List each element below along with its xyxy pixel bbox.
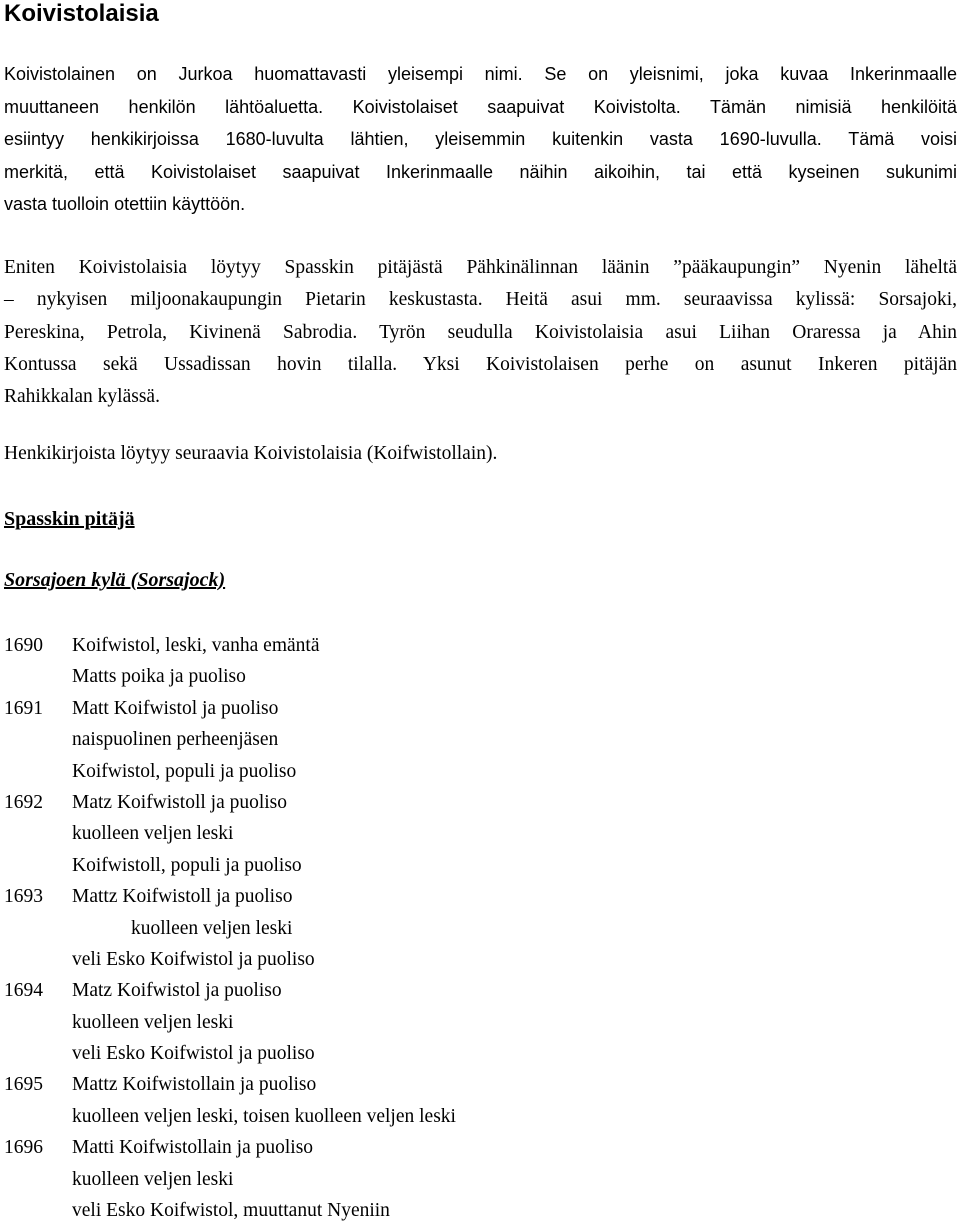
record-row <box>4 1164 704 1195</box>
page-title: Koivistolaisia <box>4 0 159 27</box>
record-text: kuolleen veljen leski <box>72 823 234 845</box>
record-text: veli Esko Koifwistol, muuttanut Nyeniin <box>72 1200 390 1222</box>
record-text: Matz Koifwistol ja puoliso <box>72 980 282 1002</box>
record-text: Mattz Koifwistoll ja puoliso <box>72 886 293 908</box>
census-records <box>4 630 704 1226</box>
record-text: veli Esko Koifwistol ja puoliso <box>72 1043 315 1065</box>
paragraph-line: Koivistolainen on Jurkoa huomattavasti yleisempi nimi. Se on yleisnimi, joka kuvaa Inkerinmaalle <box>4 64 957 84</box>
record-year: 1692 <box>4 791 43 813</box>
record-row <box>4 693 704 724</box>
record-year: 1691 <box>4 697 43 719</box>
paragraph-line: Rahikkalan kylässä. <box>4 386 160 408</box>
record-row <box>4 1038 704 1069</box>
record-text: Koifwistol, populi ja puoliso <box>72 760 297 782</box>
record-row <box>4 787 704 818</box>
record-row <box>4 913 704 944</box>
record-row <box>4 1069 704 1100</box>
paragraph-line: Eniten Koivistolaisia löytyy Spasskin pitäjästä Pähkinälinnan läänin ”pääkaupungin” Nyenin läheltä <box>4 257 957 278</box>
intro-paragraph <box>4 58 957 221</box>
record-text: Matz Koifwistoll ja puoliso <box>72 791 288 813</box>
record-row <box>4 850 704 881</box>
record-row <box>4 1195 704 1226</box>
record-row <box>4 756 704 787</box>
record-text: kuolleen veljen leski <box>72 1168 234 1190</box>
record-row <box>4 818 704 849</box>
locations-paragraph <box>4 252 957 413</box>
village-heading: Sorsajoen kylä (Sorsajock) <box>4 569 226 591</box>
paragraph-line: Henkikirjoista löytyy seuraavia Koivistolaisia (Koifwistollain). <box>4 443 498 464</box>
record-text: kuolleen veljen leski <box>131 917 293 939</box>
paragraph-line: Kontussa sekä Ussadissan hovin tilalla. Yksi Koivistolaisen perhe on asunut Inkeren pitäjän <box>4 353 957 375</box>
paragraph-line: esiintyy henkikirjoissa 1680-luvulta lähtien, yleisemmin kuitenkin vasta 1690-luvulla. Tämä voisi <box>4 129 957 149</box>
record-year: 1696 <box>4 1137 43 1159</box>
record-row <box>4 975 704 1006</box>
paragraph-line: Pereskina, Petrola, Kivinenä Sabrodia. Tyrön seudulla Koivistolaisia asui Liihan Oraressa ja Ahin <box>4 321 957 343</box>
record-year: 1690 <box>4 635 43 656</box>
record-row <box>4 944 704 975</box>
record-text: kuolleen veljen leski, toisen kuolleen veljen leski <box>72 1105 456 1127</box>
record-row <box>4 1007 704 1038</box>
record-text: Matts poika ja puoliso <box>72 666 246 688</box>
record-row <box>4 630 704 661</box>
record-text: Matt Koifwistol ja puoliso <box>72 697 279 719</box>
record-row <box>4 661 704 692</box>
record-text: Koifwistoll, populi ja puoliso <box>72 854 302 876</box>
paragraph-line: muuttaneen henkilön lähtöaluetta. Koivistolaiset saapuivat Koivistolta. Tämän nimisiä henkilöitä <box>4 96 957 117</box>
record-text: Koifwistol, leski, vanha emäntä <box>72 635 320 656</box>
section-heading: Spasskin pitäjä <box>4 508 135 530</box>
record-year: 1695 <box>4 1074 43 1096</box>
record-year: 1694 <box>4 980 43 1002</box>
record-text: kuolleen veljen leski <box>72 1011 234 1033</box>
record-year: 1693 <box>4 886 43 908</box>
records-intro-paragraph <box>4 438 957 470</box>
record-row <box>4 724 704 755</box>
paragraph-line: vasta tuolloin otettiin käyttöön. <box>4 194 246 214</box>
record-row <box>4 881 704 912</box>
record-text: Mattz Koifwistollain ja puoliso <box>72 1074 317 1096</box>
record-row <box>4 1101 704 1132</box>
record-row <box>4 1132 704 1163</box>
record-text: Matti Koifwistollain ja puoliso <box>72 1137 314 1159</box>
record-text: veli Esko Koifwistol ja puoliso <box>72 948 315 970</box>
paragraph-line: merkitä, että Koivistolaiset saapuivat Inkerinmaalle näihin aikoihin, tai että kyseinen sukunimi <box>4 161 957 182</box>
record-text: naispuolinen perheenjäsen <box>72 729 279 751</box>
paragraph-line: – nykyisen miljoonakaupungin Pietarin keskustasta. Heitä asui mm. seuraavissa kylissä: Sorsajoki, <box>4 289 957 311</box>
